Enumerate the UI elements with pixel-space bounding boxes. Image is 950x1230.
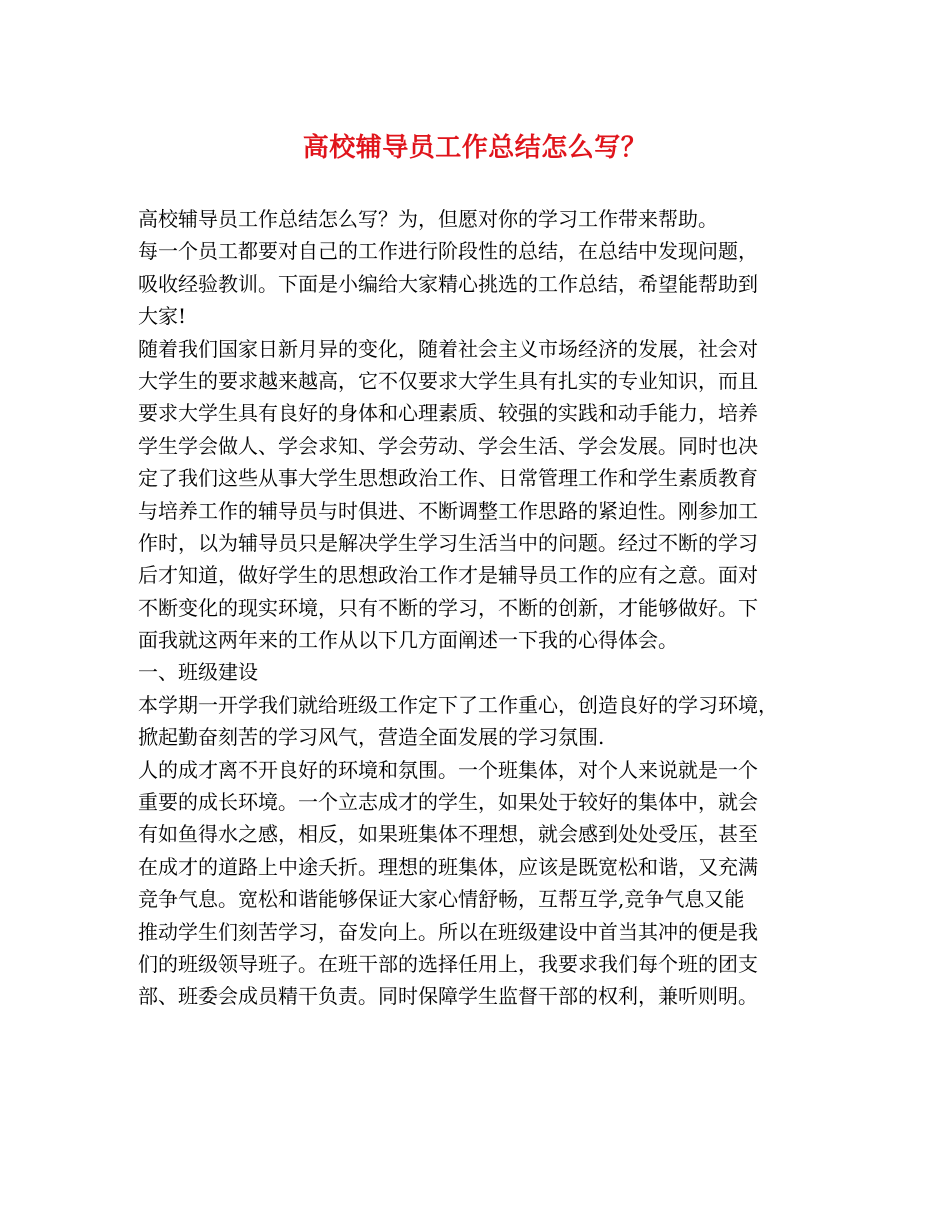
text-line: 部、班委会成员精干负责。同时保障学生监督干部的权利，兼听则明。 bbox=[138, 984, 758, 1009]
text-line: 本学期一开学我们就给班级工作定下了工作重心，创造良好的学习环境， bbox=[138, 692, 778, 717]
text-line: 人的成才离不开良好的环境和氛围。一个班集体，对个人来说就是一个 bbox=[138, 757, 758, 782]
text-line: 重要的成长环境。一个立志成才的学生，如果处于较好的集体中，就会 bbox=[138, 790, 758, 815]
text-line: 一、班级建设 bbox=[138, 660, 258, 685]
text-line: 与培养工作的辅导员与时俱进、不断调整工作思路的紧迫性。刚参加工 bbox=[138, 498, 758, 523]
text-line: 要求大学生具有良好的身体和心理素质、较强的实践和动手能力，培养 bbox=[138, 401, 758, 426]
text-line: 大家! bbox=[138, 304, 187, 329]
text-line: 后才知道，做好学生的思想政治工作才是辅导员工作的应有之意。面对 bbox=[138, 563, 758, 588]
text-line: 有如鱼得水之感，相反，如果班集体不理想，就会感到处处受压，甚至 bbox=[138, 822, 758, 847]
text-line: 面我就这两年来的工作从以下几方面阐述一下我的心得体会。 bbox=[138, 628, 678, 653]
document-body bbox=[138, 203, 828, 1013]
text-line: 大学生的要求越来越高，它不仅要求大学生具有扎实的专业知识，而且 bbox=[138, 368, 758, 393]
text-line: 高校辅导员工作总结怎么写？为，但愿对你的学习工作带来帮助。 bbox=[138, 207, 718, 231]
document-title: 高校辅导员工作总结怎么写？ bbox=[302, 133, 648, 163]
text-line: 竞争气息。宽松和谐能够保证大家心情舒畅，互帮互学,竞争气息又能 bbox=[138, 887, 745, 912]
text-line: 们的班级领导班子。在班干部的选择任用上，我要求我们每个班的团支 bbox=[138, 951, 758, 976]
text-line: 推动学生们刻苦学习，奋发向上。所以在班级建设中首当其冲的便是我 bbox=[138, 919, 758, 944]
text-line: 不断变化的现实环境，只有不断的学习，不断的创新，才能够做好。下 bbox=[138, 595, 758, 620]
text-line: 每一个员工都要对自己的工作进行阶段性的总结，在总结中发现问题， bbox=[138, 239, 758, 264]
text-line: 作时，以为辅导员只是解决学生学习生活当中的问题。经过不断的学习 bbox=[138, 530, 758, 555]
text-line: 吸收经验教训。下面是小编给大家精心挑选的工作总结，希望能帮助到 bbox=[138, 271, 758, 296]
text-line: 随着我们国家日新月异的变化，随着社会主义市场经济的发展，社会对 bbox=[138, 336, 758, 361]
text-line: 定了我们这些从事大学生思想政治工作、日常管理工作和学生素质教育 bbox=[138, 466, 758, 491]
text-line: 掀起勤奋刻苦的学习风气，营造全面发展的学习氛围. bbox=[138, 725, 605, 750]
text-line: 在成才的道路上中途夭折。理想的班集体，应该是既宽松和谐，又充满 bbox=[138, 854, 758, 879]
text-line: 学生学会做人、学会求知、学会劳动、学会生活、学会发展。同时也决 bbox=[138, 433, 758, 458]
